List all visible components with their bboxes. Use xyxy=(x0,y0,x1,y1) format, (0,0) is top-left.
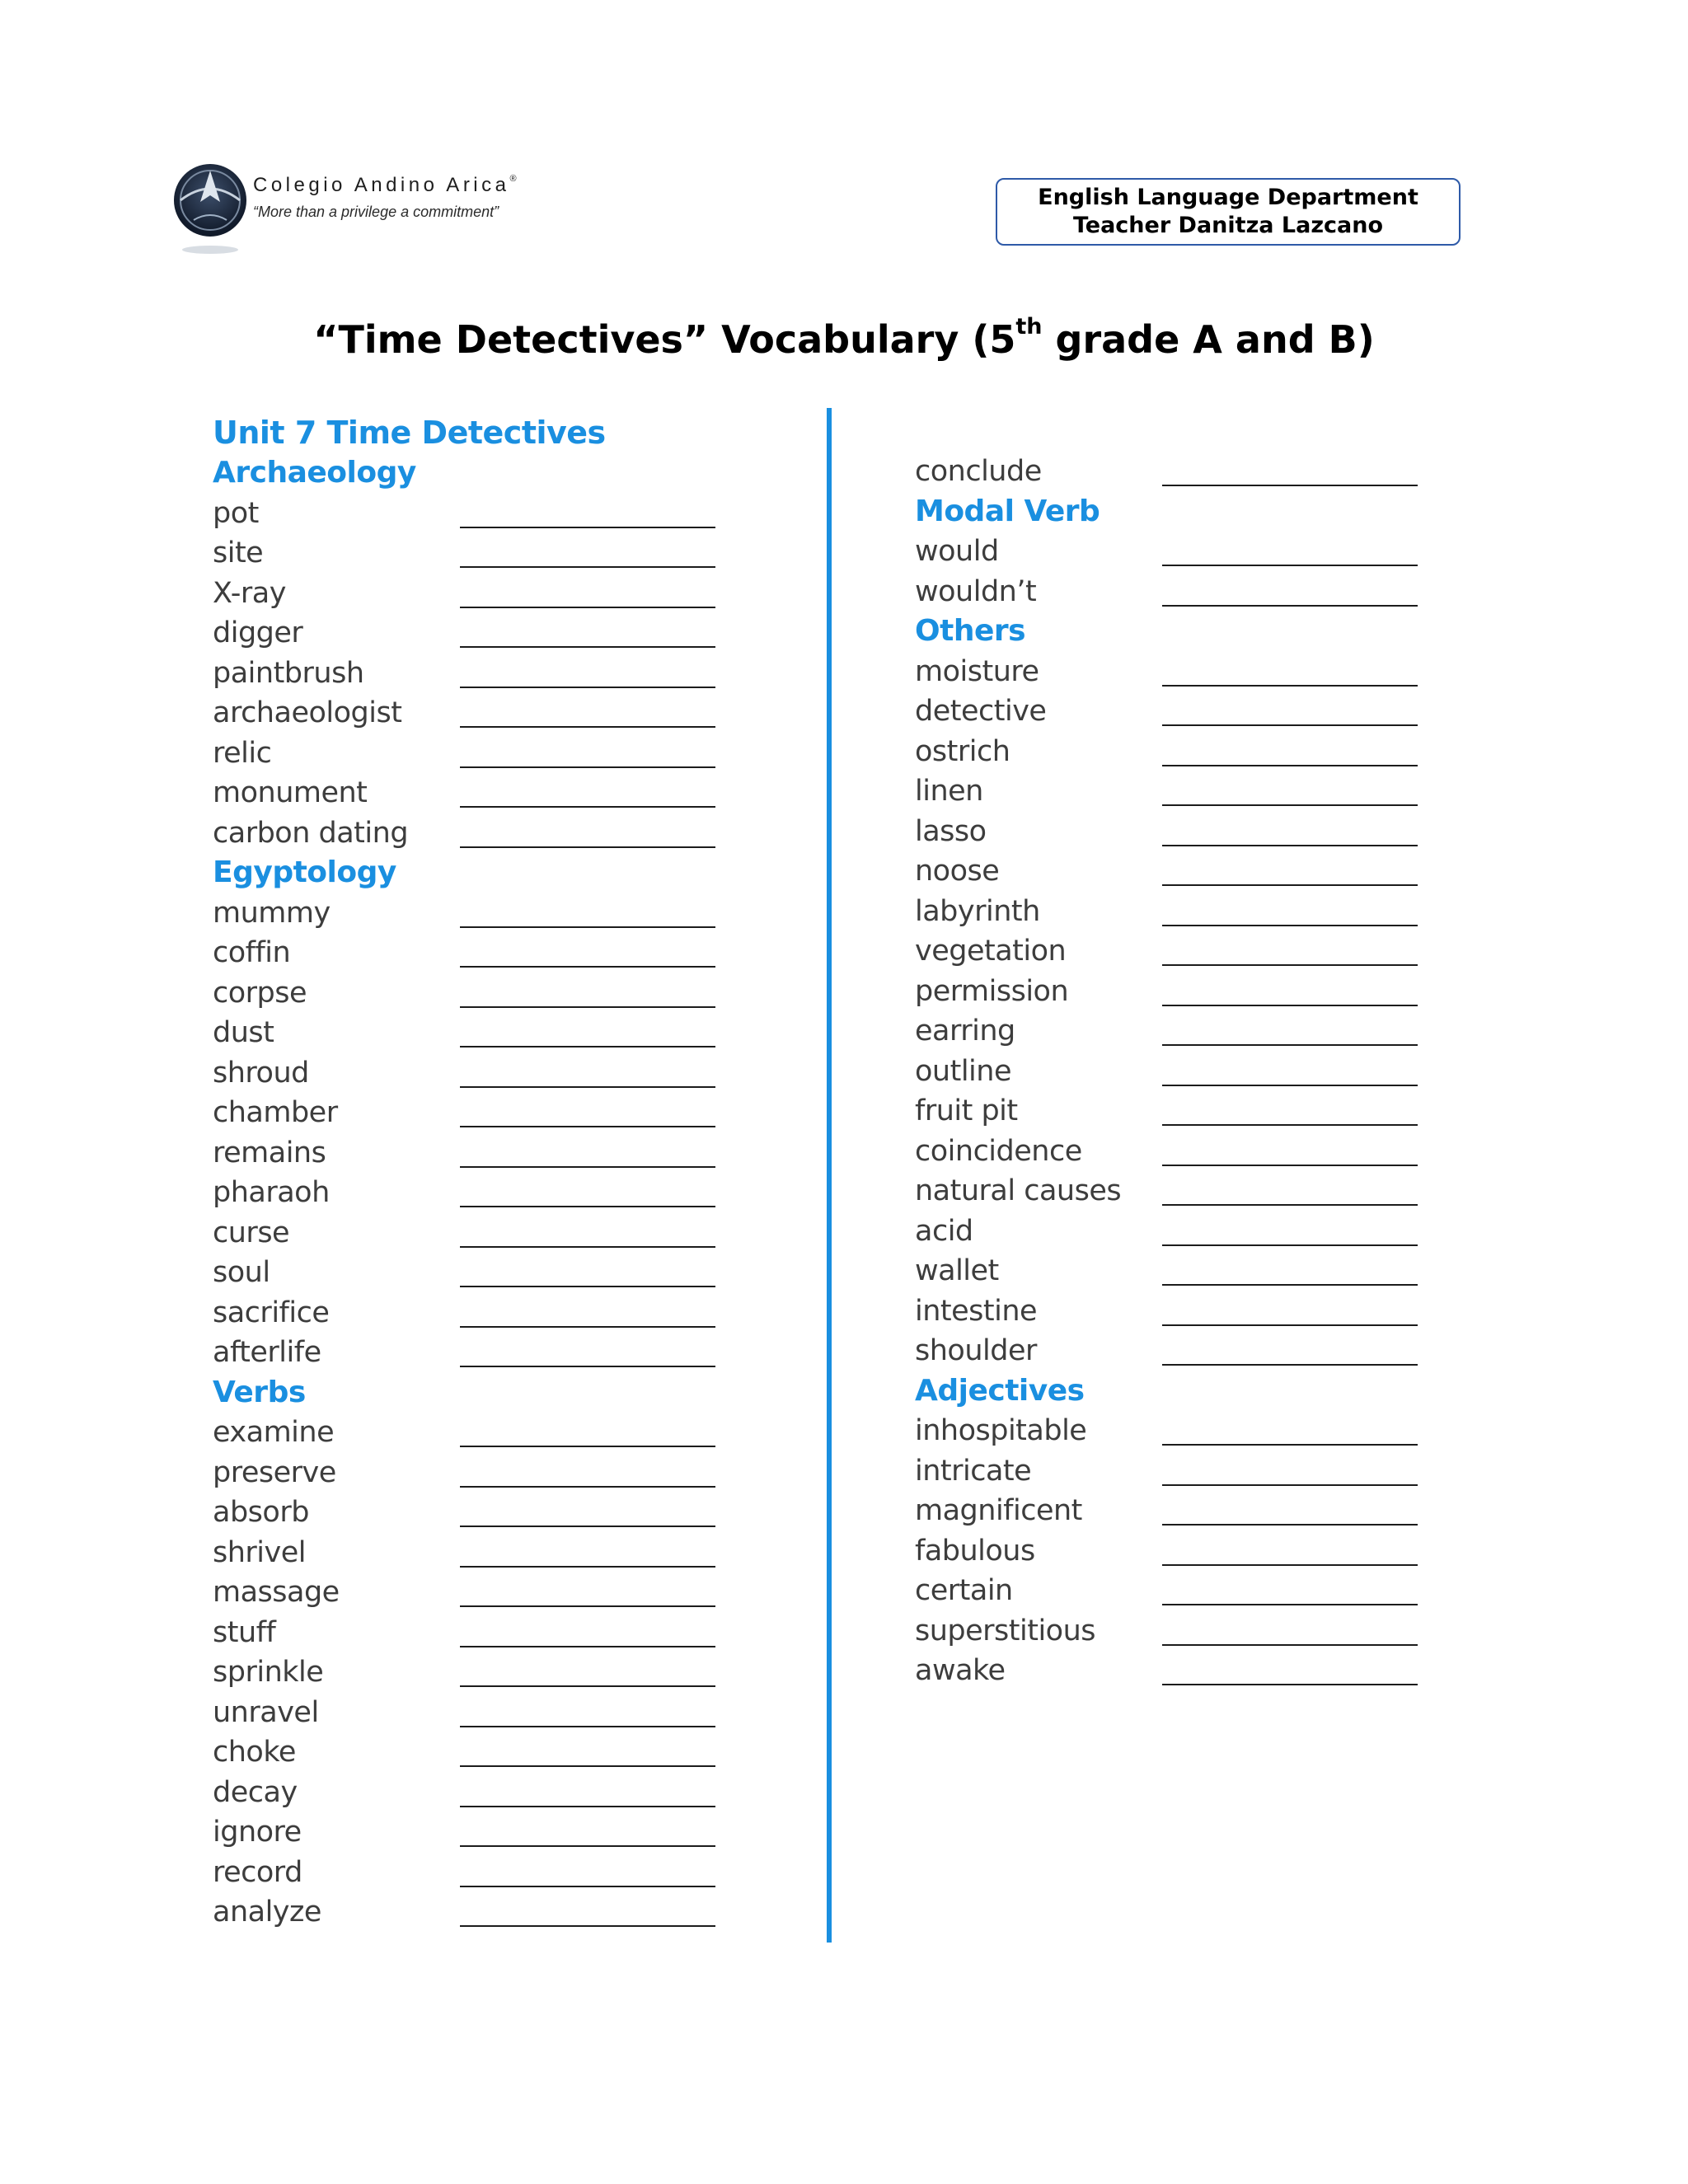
vocab-word: coffin xyxy=(213,936,291,969)
answer-blank[interactable] xyxy=(460,766,715,768)
answer-blank[interactable] xyxy=(1162,1085,1418,1086)
category-label: Archaeology xyxy=(213,456,416,490)
vocab-row xyxy=(915,1052,1459,1092)
answer-blank[interactable] xyxy=(460,607,715,608)
vocab-word: monument xyxy=(213,776,368,809)
vocab-word: outline xyxy=(915,1054,1011,1088)
answer-blank[interactable] xyxy=(1162,724,1418,726)
answer-blank[interactable] xyxy=(460,1446,715,1447)
school-slogan: “More than a privilege a commitment” xyxy=(253,204,499,220)
vocab-row xyxy=(915,652,1459,692)
vocab-word: soul xyxy=(213,1256,270,1289)
answer-blank[interactable] xyxy=(460,1526,715,1527)
vocab-word: shoulder xyxy=(915,1334,1037,1367)
teacher-name: Teacher Danitza Lazcano xyxy=(1072,213,1384,238)
answer-blank[interactable] xyxy=(1162,804,1418,806)
vocab-word: wouldn’t xyxy=(915,574,1037,608)
vocab-row xyxy=(915,1091,1459,1132)
vocab-row xyxy=(915,1531,1459,1572)
category-heading xyxy=(213,453,757,494)
vocab-row xyxy=(213,1333,757,1373)
answer-blank[interactable] xyxy=(460,1126,715,1127)
vocab-word: X-ray xyxy=(213,576,286,610)
vocab-row xyxy=(213,574,757,614)
vocab-row xyxy=(915,732,1459,772)
answer-blank[interactable] xyxy=(460,1206,715,1207)
answer-blank[interactable] xyxy=(460,1886,715,1887)
vocab-word: detective xyxy=(915,695,1047,728)
vocab-word: fruit pit xyxy=(915,1094,1018,1127)
vocab-row xyxy=(213,933,757,973)
vocab-word: labyrinth xyxy=(915,894,1040,928)
vocab-word: certain xyxy=(915,1574,1013,1607)
vocab-word: fabulous xyxy=(915,1534,1035,1568)
vocab-word: absorb xyxy=(213,1496,309,1529)
vocab-word: noose xyxy=(915,855,1000,888)
answer-blank[interactable] xyxy=(460,566,715,568)
school-emblem-icon xyxy=(169,152,251,255)
answer-blank[interactable] xyxy=(460,1366,715,1367)
vocab-word: chamber xyxy=(213,1096,338,1129)
vocab-row xyxy=(915,771,1459,812)
vocab-word: intricate xyxy=(915,1454,1032,1488)
category-label: Adjectives xyxy=(915,1373,1085,1408)
category-label: Others xyxy=(915,614,1026,648)
vocab-row xyxy=(213,1093,757,1133)
vocab-row xyxy=(213,1773,757,1813)
vocab-row xyxy=(915,1251,1459,1291)
vocab-row xyxy=(213,693,757,733)
category-heading xyxy=(915,492,1459,532)
vocab-word: preserve xyxy=(213,1455,336,1489)
vocab-row xyxy=(213,1413,757,1453)
left-column-list xyxy=(213,453,757,1933)
vocab-word: pharaoh xyxy=(213,1176,330,1209)
vocab-row xyxy=(213,1533,757,1573)
answer-blank[interactable] xyxy=(460,1726,715,1727)
vocab-word: superstitious xyxy=(915,1614,1096,1647)
vocab-word: acid xyxy=(915,1214,973,1248)
answer-blank[interactable] xyxy=(1162,605,1418,607)
vocab-row xyxy=(213,533,757,574)
answer-blank[interactable] xyxy=(1162,1444,1418,1446)
category-label: Modal Verb xyxy=(915,494,1100,528)
vocab-row xyxy=(213,1892,757,1933)
vocab-word: analyze xyxy=(213,1896,321,1929)
vocab-word: relic xyxy=(213,736,272,770)
answer-blank[interactable] xyxy=(1162,1604,1418,1605)
vocab-row xyxy=(213,1613,757,1653)
vocab-row xyxy=(915,812,1459,852)
category-heading xyxy=(213,1373,757,1413)
vocab-row xyxy=(915,1291,1459,1332)
vocab-word: wallet xyxy=(915,1254,999,1287)
vocab-row xyxy=(915,972,1459,1012)
answer-blank[interactable] xyxy=(460,966,715,968)
answer-blank[interactable] xyxy=(1162,1564,1418,1566)
vocab-row xyxy=(213,1253,757,1293)
answer-blank[interactable] xyxy=(460,1845,715,1847)
answer-blank[interactable] xyxy=(1162,1524,1418,1526)
vocab-row xyxy=(915,1491,1459,1531)
vocab-row xyxy=(213,1693,757,1733)
vocab-row xyxy=(213,893,757,934)
vocab-word: remains xyxy=(213,1136,326,1169)
vocab-row xyxy=(213,1053,757,1094)
vocab-row xyxy=(213,1812,757,1853)
answer-blank[interactable] xyxy=(1162,485,1418,486)
answer-blank[interactable] xyxy=(1162,1364,1418,1366)
vocab-word: digger xyxy=(213,616,303,649)
answer-blank[interactable] xyxy=(1162,1005,1418,1006)
category-heading xyxy=(213,853,757,893)
answer-blank[interactable] xyxy=(460,1006,715,1008)
vocab-word: inhospitable xyxy=(915,1414,1087,1447)
answer-blank[interactable] xyxy=(1162,1044,1418,1046)
vocab-word: pot xyxy=(213,496,259,530)
vocab-row xyxy=(915,1132,1459,1172)
vocab-word: sprinkle xyxy=(213,1656,324,1689)
answer-blank[interactable] xyxy=(1162,1684,1418,1685)
vocab-row xyxy=(213,1133,757,1174)
vocab-word: awake xyxy=(915,1654,1006,1687)
unit-title: Unit 7 Time Detectives xyxy=(213,415,606,451)
vocab-word: intestine xyxy=(915,1294,1038,1328)
vocab-word: ignore xyxy=(213,1816,302,1849)
answer-blank[interactable] xyxy=(460,1646,715,1647)
answer-blank[interactable] xyxy=(1162,685,1418,687)
answer-blank[interactable] xyxy=(1162,1644,1418,1646)
vocab-word: decay xyxy=(213,1775,298,1809)
vocab-row xyxy=(915,1011,1459,1052)
vocab-word: carbon dating xyxy=(213,816,409,850)
answer-blank[interactable] xyxy=(1162,765,1418,766)
vocab-row xyxy=(213,973,757,1014)
answer-blank[interactable] xyxy=(460,1605,715,1607)
answer-blank[interactable] xyxy=(1162,1204,1418,1206)
answer-blank[interactable] xyxy=(460,527,715,528)
right-column-list xyxy=(915,452,1459,1691)
school-logo xyxy=(169,152,598,260)
vocab-row xyxy=(915,1411,1459,1451)
answer-blank[interactable] xyxy=(1162,884,1418,886)
vocab-word: massage xyxy=(213,1576,340,1609)
answer-blank[interactable] xyxy=(1162,1484,1418,1486)
answer-blank[interactable] xyxy=(460,1166,715,1168)
vocab-row xyxy=(213,1853,757,1893)
department-name: English Language Department xyxy=(1038,185,1418,210)
answer-blank[interactable] xyxy=(460,687,715,688)
vocab-row xyxy=(213,1173,757,1213)
vocab-word: unravel xyxy=(213,1695,319,1729)
vocab-row xyxy=(915,1451,1459,1492)
vocab-row xyxy=(213,1013,757,1053)
vocab-row xyxy=(213,1493,757,1533)
vocab-row xyxy=(915,1171,1459,1212)
vocab-row xyxy=(915,892,1459,932)
answer-blank[interactable] xyxy=(1162,1244,1418,1246)
vocab-row xyxy=(213,1652,757,1693)
category-label: Verbs xyxy=(213,1375,306,1409)
answer-blank[interactable] xyxy=(460,1765,715,1767)
category-label: Egyptology xyxy=(213,855,396,889)
answer-blank[interactable] xyxy=(1162,845,1418,846)
title-superscript: th xyxy=(1015,314,1043,340)
answer-blank[interactable] xyxy=(1162,565,1418,566)
department-box xyxy=(996,178,1461,246)
vocab-word: paintbrush xyxy=(213,656,364,690)
vocab-row xyxy=(915,931,1459,972)
vocab-word: afterlife xyxy=(213,1336,321,1369)
vocabulary-left-column xyxy=(213,412,757,1933)
vocab-word: earring xyxy=(915,1015,1015,1047)
vocab-word: magnificent xyxy=(915,1494,1082,1527)
answer-blank[interactable] xyxy=(460,1486,715,1488)
registered-mark: ® xyxy=(509,174,517,184)
vocab-word: sacrifice xyxy=(213,1296,330,1329)
vocab-word: archaeologist xyxy=(213,696,402,729)
vocab-word: natural causes xyxy=(915,1174,1122,1207)
vocab-word: mummy xyxy=(213,896,331,930)
vocab-row xyxy=(213,733,757,774)
vocab-word: vegetation xyxy=(915,935,1067,968)
vocab-word: coincidence xyxy=(915,1134,1082,1168)
vocab-word: shroud xyxy=(213,1056,309,1090)
vocab-word: would xyxy=(915,535,999,568)
answer-blank[interactable] xyxy=(1162,925,1418,926)
vocab-row xyxy=(915,1611,1459,1652)
vocab-word: shrivel xyxy=(213,1535,307,1569)
vocab-word: dust xyxy=(213,1016,274,1049)
vocab-word: stuff xyxy=(213,1615,276,1649)
answer-blank[interactable] xyxy=(460,926,715,928)
vocab-word: site xyxy=(213,537,264,569)
vocab-row xyxy=(213,1213,757,1254)
vocab-row xyxy=(915,1651,1459,1691)
vocab-word: record xyxy=(213,1855,302,1889)
vocab-row xyxy=(213,1453,757,1493)
vocab-row xyxy=(213,494,757,534)
answer-blank[interactable] xyxy=(460,1685,715,1687)
vocab-row xyxy=(213,813,757,854)
category-heading xyxy=(915,1371,1459,1412)
answer-blank[interactable] xyxy=(460,726,715,728)
vocab-word: permission xyxy=(915,974,1069,1008)
answer-blank[interactable] xyxy=(1162,1284,1418,1286)
answer-blank[interactable] xyxy=(460,646,715,648)
vocab-word: choke xyxy=(213,1736,296,1769)
vocab-row xyxy=(213,654,757,694)
answer-blank[interactable] xyxy=(460,1925,715,1927)
vocab-word: examine xyxy=(213,1416,335,1449)
answer-blank[interactable] xyxy=(460,1246,715,1248)
answer-blank[interactable] xyxy=(460,1286,715,1287)
school-name: Colegio Andino Arica® xyxy=(253,174,517,196)
vocab-word: corpse xyxy=(213,976,307,1010)
category-heading xyxy=(915,612,1459,652)
vocab-word: linen xyxy=(915,775,983,808)
column-divider xyxy=(827,408,832,1943)
answer-blank[interactable] xyxy=(460,1806,715,1807)
vocab-word: lasso xyxy=(915,814,987,848)
vocab-row xyxy=(213,1293,757,1333)
vocab-row xyxy=(915,532,1459,572)
vocab-row xyxy=(915,1571,1459,1611)
vocab-row xyxy=(213,773,757,813)
answer-blank[interactable] xyxy=(460,1086,715,1088)
answer-blank[interactable] xyxy=(460,1566,715,1568)
answer-blank[interactable] xyxy=(460,806,715,808)
answer-blank[interactable] xyxy=(460,846,715,848)
vocab-row xyxy=(915,572,1459,612)
answer-blank[interactable] xyxy=(460,1326,715,1328)
vocab-word: conclude xyxy=(915,455,1042,488)
vocab-row xyxy=(213,1572,757,1613)
vocab-row xyxy=(915,851,1459,892)
answer-blank[interactable] xyxy=(1162,1165,1418,1166)
vocabulary-right-column xyxy=(915,452,1459,1691)
vocab-word: moisture xyxy=(915,654,1039,688)
vocab-row xyxy=(915,452,1459,492)
vocab-row xyxy=(915,691,1459,732)
page-title: “Time Detectives” Vocabulary (5th grade A and B) xyxy=(313,314,1375,362)
vocab-row xyxy=(213,613,757,654)
vocab-row xyxy=(915,1212,1459,1252)
vocab-row xyxy=(915,1331,1459,1371)
answer-blank[interactable] xyxy=(1162,1324,1418,1326)
answer-blank[interactable] xyxy=(1162,1124,1418,1126)
answer-blank[interactable] xyxy=(460,1046,715,1047)
vocab-row xyxy=(213,1732,757,1773)
answer-blank[interactable] xyxy=(1162,964,1418,966)
vocab-word: curse xyxy=(213,1216,290,1249)
vocab-word: ostrich xyxy=(915,734,1010,768)
